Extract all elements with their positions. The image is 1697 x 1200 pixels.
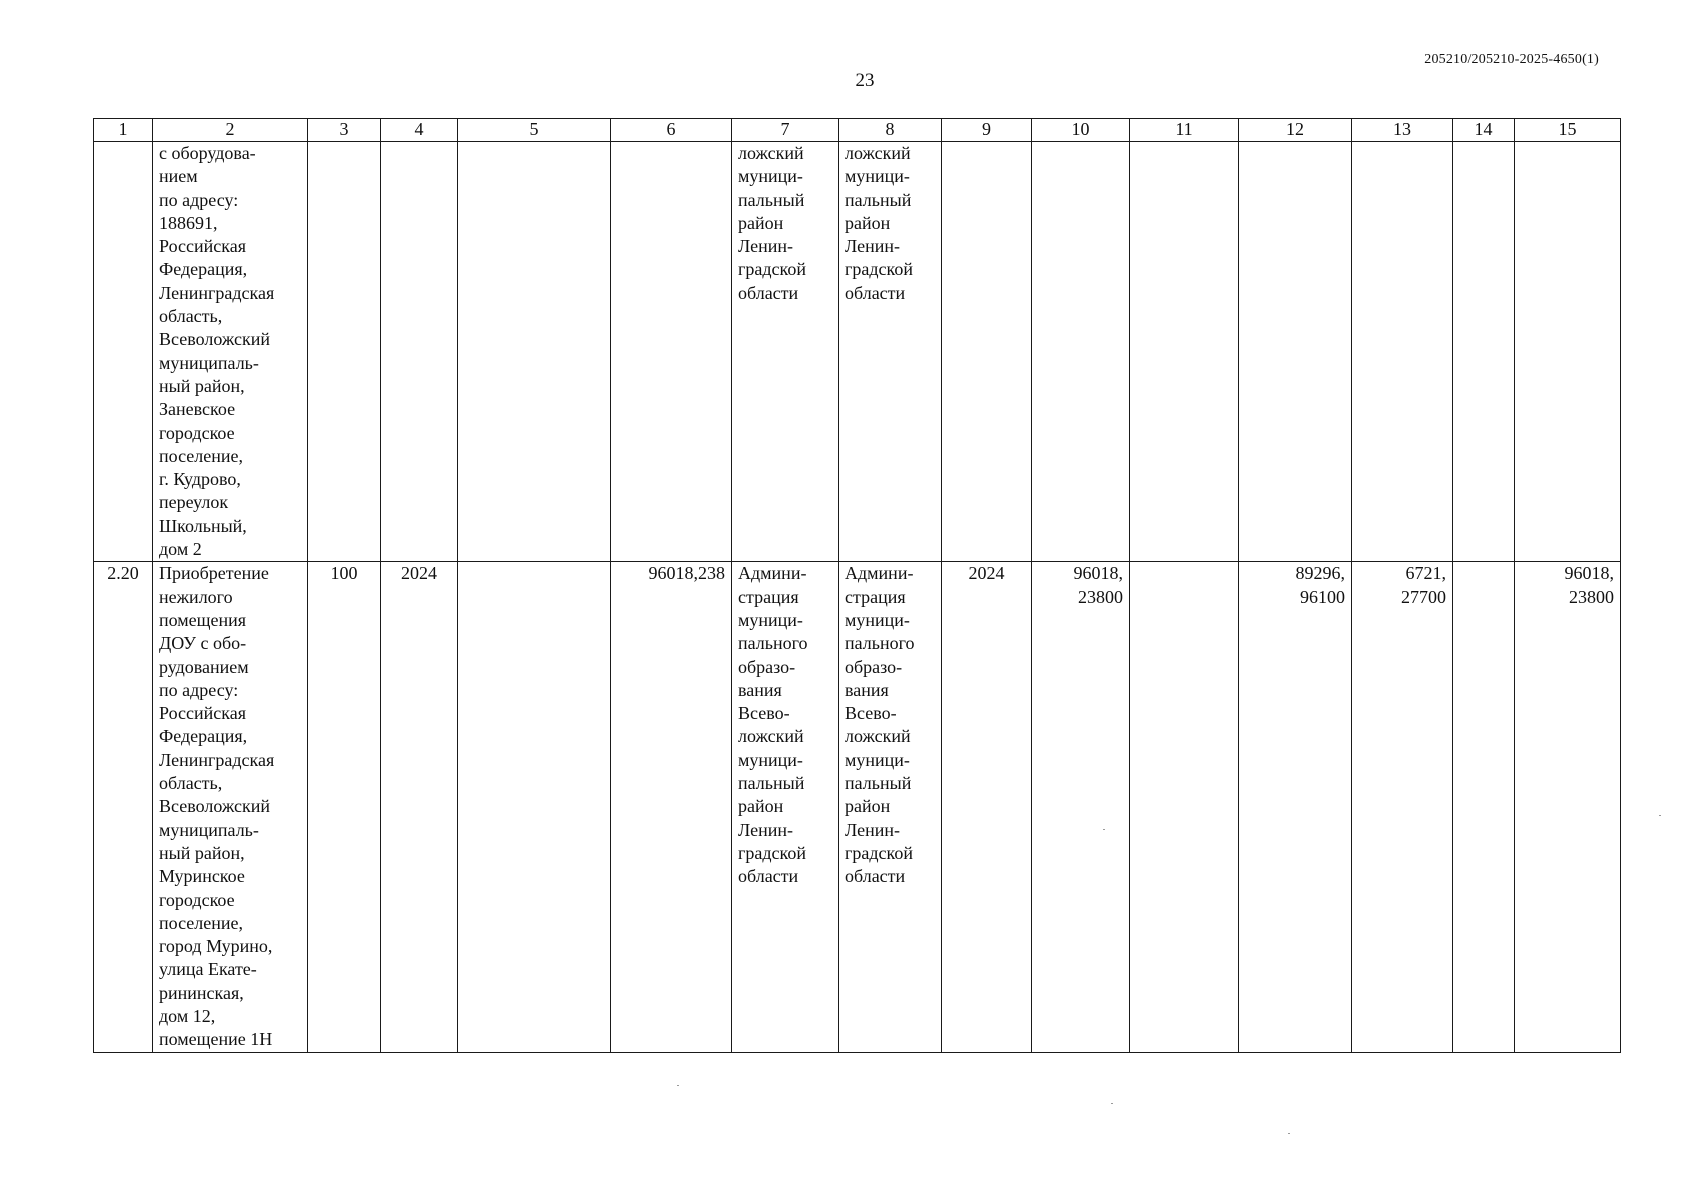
- column-header-14: 14: [1453, 119, 1515, 142]
- cell-col-7: Админи- страция муници- пального образо- вания Всево- ложский муници- пальный район Ленин- градской области: [732, 562, 839, 1053]
- cell-col-12: [1239, 142, 1352, 562]
- cell-col-6: 96018,238: [611, 562, 732, 1053]
- cell-col-9: [942, 142, 1032, 562]
- column-header-6: 6: [611, 119, 732, 142]
- cell-col-14: [1453, 562, 1515, 1053]
- cell-col-12: 89296, 96100: [1239, 562, 1352, 1053]
- column-header-5: 5: [458, 119, 611, 142]
- cell-col-11: [1130, 562, 1239, 1053]
- cell-col-11: [1130, 142, 1239, 562]
- cell-col-15: 96018, 23800: [1515, 562, 1621, 1053]
- document-id: 205210/205210-2025-4650(1): [1424, 52, 1599, 67]
- data-table: [93, 118, 1621, 1053]
- column-header-13: 13: [1352, 119, 1453, 142]
- cell-col-3: 100: [308, 562, 381, 1053]
- row-number-cell: [94, 142, 153, 562]
- cell-col-14: [1453, 142, 1515, 562]
- column-header-12: 12: [1239, 119, 1352, 142]
- scan-speck: [1103, 829, 1105, 830]
- table-row: [94, 562, 1621, 1053]
- column-header-2: 2: [153, 119, 308, 142]
- header-row: [94, 119, 1621, 142]
- column-header-11: 11: [1130, 119, 1239, 142]
- cell-col-8: Админи- страция муници- пального образо- вания Всево- ложский муници- пальный район Ленин- градской области: [839, 562, 942, 1053]
- cell-col-3: [308, 142, 381, 562]
- column-header-4: 4: [381, 119, 458, 142]
- page-number: 23: [855, 70, 875, 91]
- cell-col-13: 6721, 27700: [1352, 562, 1453, 1053]
- row-number-cell: 2.20: [94, 562, 153, 1053]
- column-header-8: 8: [839, 119, 942, 142]
- cell-col-5: [458, 142, 611, 562]
- column-header-15: 15: [1515, 119, 1621, 142]
- cell-col-10: 96018, 23800: [1032, 562, 1130, 1053]
- cell-col-4: [381, 142, 458, 562]
- cell-col-5: [458, 562, 611, 1053]
- scan-speck: [677, 1085, 679, 1086]
- column-header-9: 9: [942, 119, 1032, 142]
- table-row: [94, 142, 1621, 562]
- object-description-cell: Приобретение нежилого помещения ДОУ с обо- рудованием по адресу: Российская Федерация, Ленинградская область, Всеволожский муниципаль- ный район, Муринское городское поселение, город Мурино, улица Екате- рининская, дом 12, помещение 1Н: [153, 562, 308, 1053]
- column-header-1: 1: [94, 119, 153, 142]
- cell-col-9: 2024: [942, 562, 1032, 1053]
- scan-speck: [1288, 1133, 1290, 1134]
- scan-speck: [1111, 1103, 1113, 1104]
- cell-col-15: [1515, 142, 1621, 562]
- cell-col-6: [611, 142, 732, 562]
- cell-col-4: 2024: [381, 562, 458, 1053]
- column-header-7: 7: [732, 119, 839, 142]
- object-description-cell: с оборудова- нием по адресу: 188691, Российская Федерация, Ленинградская область, Всеволожский муниципаль- ный район, Заневское городское поселение, г. Кудрово, переулок Школьный, дом 2: [153, 142, 308, 562]
- column-header-3: 3: [308, 119, 381, 142]
- scan-speck: [1659, 815, 1661, 816]
- cell-col-7: ложский муници- пальный район Ленин- градской области: [732, 142, 839, 562]
- cell-col-13: [1352, 142, 1453, 562]
- column-header-10: 10: [1032, 119, 1130, 142]
- cell-col-10: [1032, 142, 1130, 562]
- cell-col-8: ложский муници- пальный район Ленин- градской области: [839, 142, 942, 562]
